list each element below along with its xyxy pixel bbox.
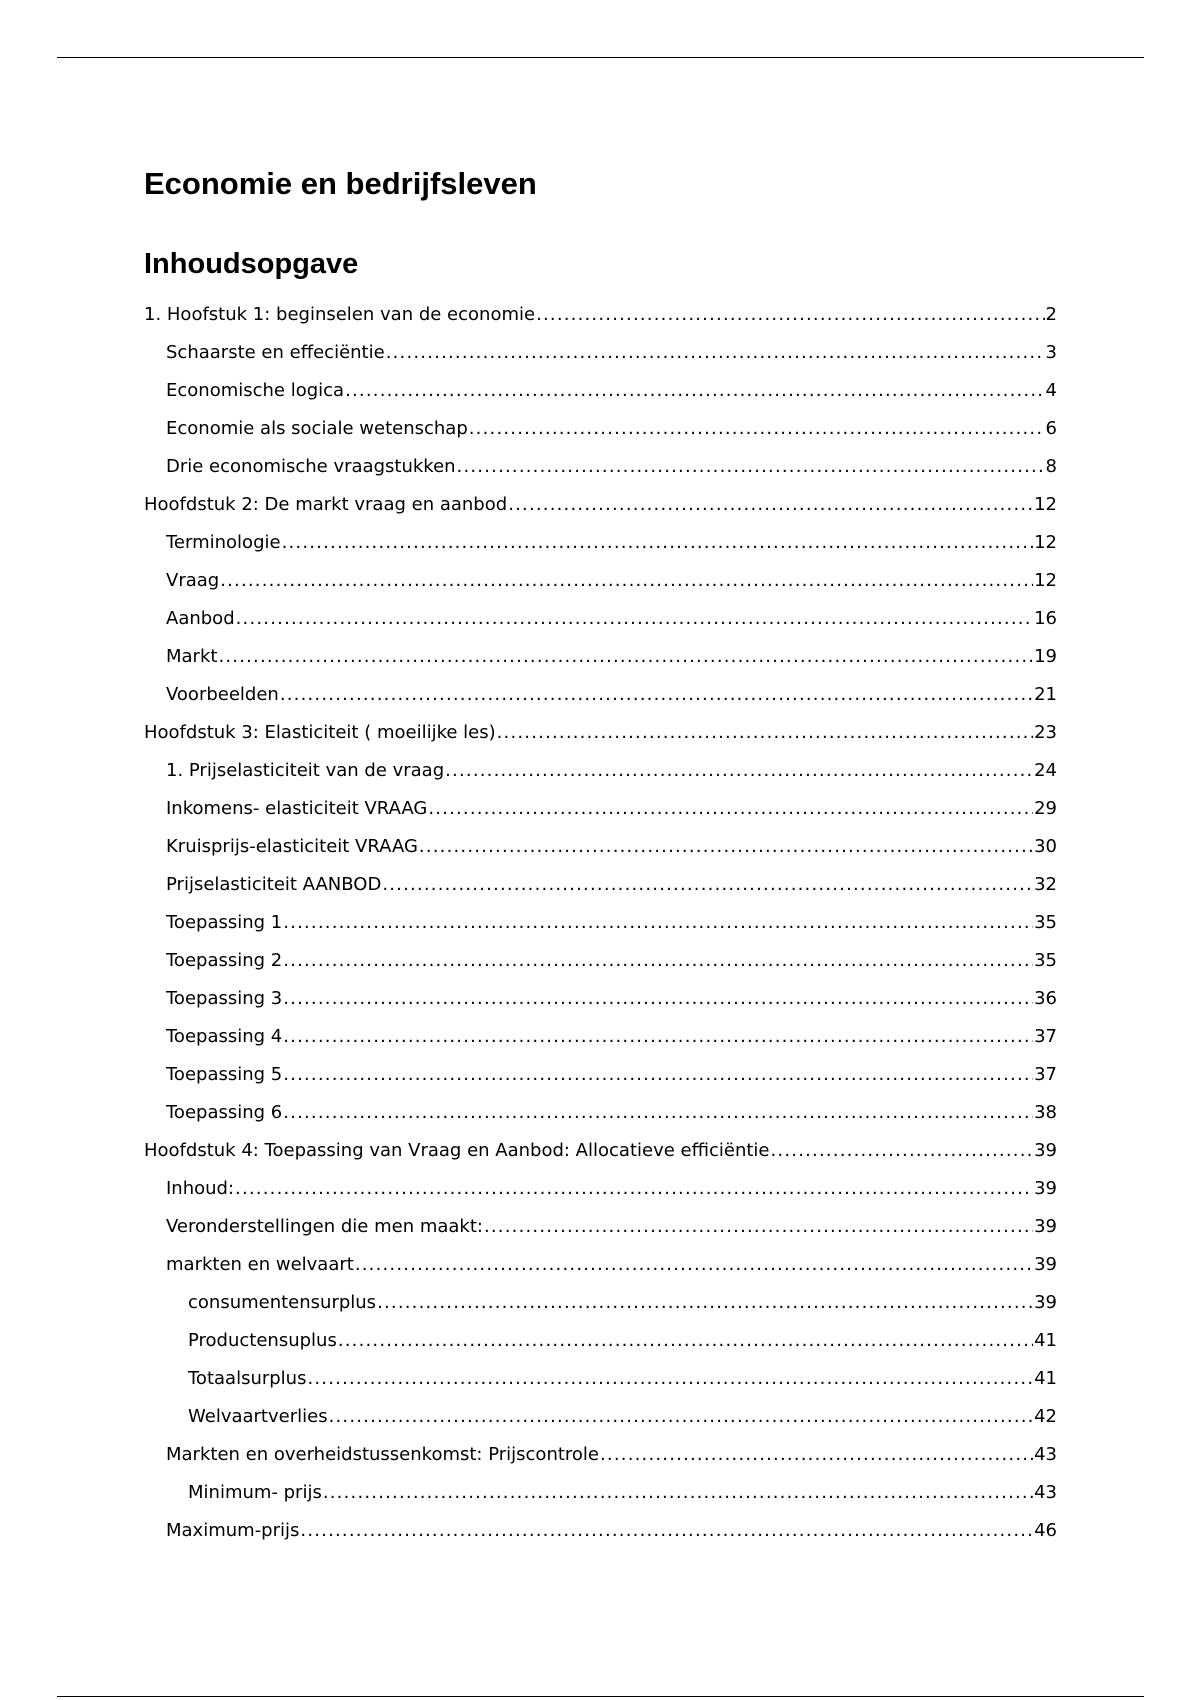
toc-dot-leader	[536, 296, 1044, 334]
toc-entry-page-number: 3	[1045, 342, 1057, 363]
toc-dot-leader	[377, 1284, 1033, 1322]
toc-dot-leader	[386, 334, 1045, 372]
toc-entry-label: Hoofdstuk 4: Toepassing van Vraag en Aanbod: Allocatieve efficiëntie	[144, 1140, 770, 1161]
toc-entry-page-number: 4	[1045, 380, 1057, 401]
toc-entry-label: Veronderstellingen die men maakt:	[166, 1216, 483, 1237]
footer-rule	[57, 1696, 1144, 1697]
header-rule	[57, 57, 1144, 58]
toc-dot-leader	[283, 904, 1033, 942]
toc-entry-label: Prijselasticiteit AANBOD	[166, 874, 382, 895]
toc-entry-page-number: 39	[1034, 1254, 1057, 1275]
toc-dot-leader	[307, 1360, 1033, 1398]
toc-entry-page-number: 36	[1034, 988, 1057, 1009]
toc-entry-label: Inkomens- elasticiteit VRAAG	[166, 798, 428, 819]
toc-entry[interactable]	[144, 1512, 1057, 1550]
toc-dot-leader	[508, 486, 1033, 524]
toc-entry[interactable]	[144, 980, 1057, 1018]
toc-entry-label: Economische logica	[166, 380, 345, 401]
toc-entry-label: Schaarste en effeciëntie	[166, 342, 385, 363]
toc-entry[interactable]	[144, 904, 1057, 942]
toc-entry[interactable]	[144, 790, 1057, 828]
toc-entry-label: Totaalsurplus	[188, 1368, 307, 1389]
document-title: Economie en bedrijfsleven	[144, 166, 537, 201]
toc-entry[interactable]	[144, 372, 1057, 410]
toc-entry[interactable]	[144, 1360, 1057, 1398]
toc-entry-label: Economie als sociale wetenschap	[166, 418, 468, 439]
toc-entry-page-number: 41	[1034, 1368, 1057, 1389]
toc-entry-page-number: 39	[1034, 1140, 1057, 1161]
toc-entry-page-number: 23	[1034, 722, 1057, 743]
toc-entry-label: 1. Prijselasticiteit van de vraag	[166, 760, 445, 781]
toc-entry-page-number: 29	[1034, 798, 1057, 819]
toc-entry-page-number: 35	[1034, 950, 1057, 971]
toc-entry-label: Minimum- prijs	[188, 1482, 322, 1503]
toc-dot-leader	[283, 1018, 1033, 1056]
toc-dot-leader	[345, 372, 1044, 410]
toc-entry[interactable]	[144, 562, 1057, 600]
toc-entry-label: 1. Hoofstuk 1: beginselen van de economie	[144, 304, 536, 325]
toc-entry-label: Toepassing 3	[166, 988, 283, 1009]
toc-entry-label: Terminologie	[166, 532, 281, 553]
toc-entry[interactable]	[144, 600, 1057, 638]
toc-dot-leader	[600, 1436, 1033, 1474]
toc-entry-page-number: 43	[1034, 1444, 1057, 1465]
toc-entry[interactable]	[144, 1284, 1057, 1322]
toc-entry[interactable]	[144, 1474, 1057, 1512]
toc-entry[interactable]	[144, 334, 1057, 372]
toc-dot-leader	[283, 942, 1033, 980]
toc-dot-leader	[283, 1094, 1033, 1132]
toc-entry-page-number: 19	[1034, 646, 1057, 667]
toc-entry-label: Aanbod	[166, 608, 235, 629]
toc-entry[interactable]	[144, 410, 1057, 448]
toc-entry-label: consumentensurplus	[188, 1292, 377, 1313]
toc-entry-page-number: 30	[1034, 836, 1057, 857]
toc-dot-leader	[469, 410, 1045, 448]
toc-entry-label: Vraag	[166, 570, 220, 591]
toc-entry-label: Productensuplus	[188, 1330, 337, 1351]
toc-entry-label: Inhoud:	[166, 1178, 235, 1199]
toc-entry-page-number: 38	[1034, 1102, 1057, 1123]
toc-entry-page-number: 41	[1034, 1330, 1057, 1351]
toc-entry-label: Toepassing 5	[166, 1064, 283, 1085]
toc-entry[interactable]	[144, 752, 1057, 790]
toc-dot-leader	[338, 1322, 1033, 1360]
toc-entry[interactable]	[144, 1208, 1057, 1246]
toc-dot-leader	[419, 828, 1033, 866]
toc-entry[interactable]	[144, 714, 1057, 752]
toc-dot-leader	[382, 866, 1033, 904]
toc-entry[interactable]	[144, 486, 1057, 524]
toc-entry-label: markten en welvaart	[166, 1254, 354, 1275]
toc-dot-leader	[283, 1056, 1033, 1094]
toc-entry-page-number: 39	[1034, 1178, 1057, 1199]
toc-dot-leader	[323, 1474, 1033, 1512]
toc-entry-page-number: 2	[1045, 304, 1057, 325]
toc-dot-leader	[445, 752, 1033, 790]
toc-entry-page-number: 12	[1034, 532, 1057, 553]
toc-entry-page-number: 24	[1034, 760, 1057, 781]
toc-entry[interactable]	[144, 524, 1057, 562]
toc-entry-page-number: 32	[1034, 874, 1057, 895]
toc-entry-page-number: 35	[1034, 912, 1057, 933]
toc-entry-page-number: 37	[1034, 1064, 1057, 1085]
toc-entry[interactable]	[144, 1094, 1057, 1132]
toc-dot-leader	[218, 638, 1033, 676]
toc-entry-label: Toepassing 6	[166, 1102, 283, 1123]
table-of-contents	[144, 296, 1057, 1550]
toc-entry-page-number: 46	[1034, 1520, 1057, 1541]
toc-entry[interactable]	[144, 1056, 1057, 1094]
toc-entry-label: Maximum-prijs	[166, 1520, 300, 1541]
toc-entry[interactable]	[144, 1132, 1057, 1170]
toc-entry-label: Toepassing 4	[166, 1026, 283, 1047]
toc-dot-leader	[283, 980, 1033, 1018]
toc-entry-label: Markten en overheidstussenkomst: Prijscontrole	[166, 1444, 600, 1465]
toc-dot-leader	[235, 1170, 1033, 1208]
toc-dot-leader	[355, 1246, 1033, 1284]
toc-entry-label: Voorbeelden	[166, 684, 279, 705]
toc-entry[interactable]	[144, 942, 1057, 980]
toc-entry-label: Markt	[166, 646, 218, 667]
toc-dot-leader	[497, 714, 1033, 752]
toc-dot-leader	[236, 600, 1033, 638]
toc-entry-label: Toepassing 1	[166, 912, 283, 933]
toc-heading: Inhoudsopgave	[144, 248, 359, 280]
toc-entry-page-number: 12	[1034, 570, 1057, 591]
toc-entry[interactable]	[144, 638, 1057, 676]
toc-entry-page-number: 12	[1034, 494, 1057, 515]
toc-dot-leader	[280, 676, 1033, 714]
toc-entry-page-number: 16	[1034, 608, 1057, 629]
toc-entry-label: Welvaartverlies	[188, 1406, 328, 1427]
toc-entry[interactable]	[144, 1436, 1057, 1474]
toc-entry-label: Drie economische vraagstukken	[166, 456, 456, 477]
toc-dot-leader	[428, 790, 1033, 828]
toc-dot-leader	[484, 1208, 1033, 1246]
toc-entry-page-number: 43	[1034, 1482, 1057, 1503]
toc-entry-page-number: 6	[1045, 418, 1057, 439]
toc-entry-page-number: 21	[1034, 684, 1057, 705]
toc-entry[interactable]	[144, 448, 1057, 486]
toc-entry-label: Kruisprijs-elasticiteit VRAAG	[166, 836, 418, 857]
toc-entry[interactable]	[144, 1398, 1057, 1436]
toc-dot-leader	[771, 1132, 1034, 1170]
toc-entry[interactable]	[144, 1170, 1057, 1208]
toc-entry[interactable]	[144, 866, 1057, 904]
toc-entry[interactable]	[144, 828, 1057, 866]
toc-entry[interactable]	[144, 1246, 1057, 1284]
toc-dot-leader	[329, 1398, 1034, 1436]
toc-entry-page-number: 8	[1045, 456, 1057, 477]
toc-entry-page-number: 39	[1034, 1216, 1057, 1237]
toc-entry[interactable]	[144, 296, 1057, 334]
toc-entry-label: Toepassing 2	[166, 950, 283, 971]
toc-dot-leader	[220, 562, 1033, 600]
toc-entry[interactable]	[144, 1018, 1057, 1056]
toc-entry-page-number: 42	[1034, 1406, 1057, 1427]
toc-dot-leader	[457, 448, 1045, 486]
toc-entry-page-number: 39	[1034, 1292, 1057, 1313]
toc-entry[interactable]	[144, 676, 1057, 714]
toc-dot-leader	[300, 1512, 1033, 1550]
toc-entry-page-number: 37	[1034, 1026, 1057, 1047]
toc-entry-label: Hoofdstuk 2: De markt vraag en aanbod	[144, 494, 508, 515]
toc-entry[interactable]	[144, 1322, 1057, 1360]
toc-entry-label: Hoofdstuk 3: Elasticiteit ( moeilijke les)	[144, 722, 496, 743]
toc-dot-leader	[282, 524, 1034, 562]
